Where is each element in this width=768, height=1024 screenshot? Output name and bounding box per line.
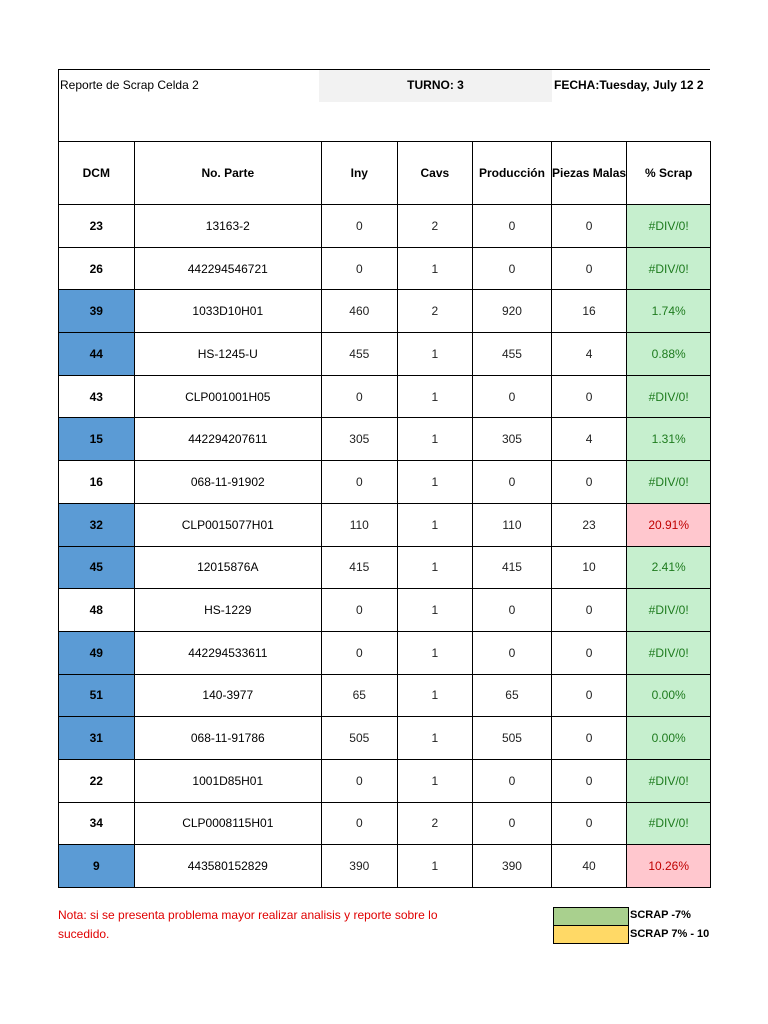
cell-piezas-malas[interactable]: 0 [551, 759, 627, 802]
cell-cavs[interactable]: 2 [397, 205, 473, 248]
cell-dcm[interactable]: 39 [59, 290, 135, 333]
cell-iny[interactable]: 0 [322, 375, 398, 418]
col-header-cavs[interactable]: Cavs [397, 142, 473, 205]
cell-no-parte[interactable]: 140-3977 [134, 674, 321, 717]
cell-produccion[interactable]: 415 [473, 546, 552, 589]
header-row [59, 142, 711, 205]
cell-iny[interactable]: 455 [322, 333, 398, 376]
cell-scrap[interactable]: #DIV/0! [627, 631, 711, 674]
cell-produccion[interactable]: 505 [473, 717, 552, 760]
cell-no-parte[interactable]: 442294207611 [134, 418, 321, 461]
cell-cavs[interactable]: 1 [397, 333, 473, 376]
table-row [59, 546, 711, 589]
cell-scrap[interactable]: 1.31% [627, 418, 711, 461]
col-header-dcm[interactable]: DCM [59, 142, 135, 205]
cell-piezas-malas[interactable]: 40 [551, 845, 627, 888]
cell-piezas-malas[interactable]: 0 [551, 674, 627, 717]
cell-produccion[interactable]: 0 [473, 631, 552, 674]
cell-scrap[interactable]: #DIV/0! [627, 759, 711, 802]
cell-piezas-malas[interactable]: 0 [551, 589, 627, 632]
cell-produccion[interactable]: 0 [473, 589, 552, 632]
cell-cavs[interactable]: 1 [397, 674, 473, 717]
cell-piezas-malas[interactable]: 16 [551, 290, 627, 333]
cell-iny[interactable]: 0 [322, 589, 398, 632]
cell-produccion[interactable]: 0 [473, 247, 552, 290]
col-header-parte[interactable]: No. Parte [134, 142, 321, 205]
cell-cavs[interactable]: 1 [397, 375, 473, 418]
cell-iny[interactable]: 110 [322, 503, 398, 546]
cell-cavs[interactable]: 2 [397, 290, 473, 333]
cell-scrap[interactable]: 1.74% [627, 290, 711, 333]
cell-dcm[interactable]: 22 [59, 759, 135, 802]
table-row [59, 418, 711, 461]
cell-no-parte[interactable]: 442294533611 [134, 631, 321, 674]
col-header-produccion[interactable]: Producción [473, 142, 552, 205]
cell-scrap[interactable]: #DIV/0! [627, 205, 711, 248]
table-row [59, 589, 711, 632]
cell-cavs[interactable]: 1 [397, 247, 473, 290]
cell-piezas-malas[interactable]: 0 [551, 631, 627, 674]
cell-iny[interactable]: 390 [322, 845, 398, 888]
cell-iny[interactable]: 505 [322, 717, 398, 760]
col-header-scrap[interactable]: % Scrap [627, 142, 711, 205]
cell-dcm[interactable]: 49 [59, 631, 135, 674]
cell-dcm[interactable]: 43 [59, 375, 135, 418]
table-row [59, 247, 711, 290]
cell-no-parte[interactable]: CLP0015077H01 [134, 503, 321, 546]
cell-produccion[interactable]: 390 [473, 845, 552, 888]
cell-scrap[interactable]: 0.88% [627, 333, 711, 376]
cell-piezas-malas[interactable]: 0 [551, 205, 627, 248]
cell-dcm[interactable]: 9 [59, 845, 135, 888]
legend-label-green: SCRAP -7% [630, 909, 691, 921]
cell-produccion[interactable]: 0 [473, 375, 552, 418]
cell-iny[interactable]: 65 [322, 674, 398, 717]
cell-dcm[interactable]: 26 [59, 247, 135, 290]
table-row [59, 845, 711, 888]
cell-cavs[interactable]: 1 [397, 461, 473, 504]
scrap-table [58, 141, 711, 888]
cell-iny[interactable]: 0 [322, 461, 398, 504]
cell-produccion[interactable]: 0 [473, 759, 552, 802]
cell-scrap[interactable]: #DIV/0! [627, 802, 711, 845]
cell-scrap[interactable]: #DIV/0! [627, 589, 711, 632]
cell-no-parte[interactable]: 068-11-91786 [134, 717, 321, 760]
table-row [59, 375, 711, 418]
note-text: Nota: si se presenta problema mayor realizar analisis y reporte sobre lo sucedido. [58, 908, 438, 941]
table-body [59, 205, 711, 888]
cell-iny[interactable]: 0 [322, 631, 398, 674]
cell-iny[interactable]: 0 [322, 247, 398, 290]
cell-cavs[interactable]: 1 [397, 845, 473, 888]
cell-dcm[interactable]: 16 [59, 461, 135, 504]
cell-piezas-malas[interactable]: 4 [551, 333, 627, 376]
cell-scrap[interactable]: 2.41% [627, 546, 711, 589]
legend-swatch-green [553, 907, 629, 926]
cell-piezas-malas[interactable]: 23 [551, 503, 627, 546]
table-row [59, 759, 711, 802]
cell-cavs[interactable]: 1 [397, 759, 473, 802]
cell-dcm[interactable]: 32 [59, 503, 135, 546]
cell-scrap[interactable]: 0.00% [627, 674, 711, 717]
col-header-iny[interactable]: Iny [322, 142, 398, 205]
header-left-border [58, 69, 59, 141]
fecha-label[interactable]: FECHA:Tuesday, July 12 2 [554, 78, 704, 92]
cell-scrap[interactable]: 20.91% [627, 503, 711, 546]
cell-no-parte[interactable]: 1001D85H01 [134, 759, 321, 802]
table-row [59, 290, 711, 333]
col-header-piezas-malas[interactable]: Piezas Malas [551, 142, 627, 205]
cell-no-parte[interactable]: 13163-2 [134, 205, 321, 248]
cell-scrap[interactable]: #DIV/0! [627, 375, 711, 418]
cell-produccion[interactable]: 110 [473, 503, 552, 546]
cell-iny[interactable]: 0 [322, 205, 398, 248]
legend-label-yellow: SCRAP 7% - 10 [630, 928, 710, 940]
cell-cavs[interactable]: 1 [397, 546, 473, 589]
cell-cavs[interactable]: 1 [397, 503, 473, 546]
cell-produccion[interactable]: 920 [473, 290, 552, 333]
cell-scrap[interactable]: 0.00% [627, 717, 711, 760]
table-row [59, 717, 711, 760]
cell-cavs[interactable]: 2 [397, 802, 473, 845]
cell-cavs[interactable]: 1 [397, 418, 473, 461]
cell-scrap[interactable]: #DIV/0! [627, 247, 711, 290]
cell-iny[interactable]: 460 [322, 290, 398, 333]
cell-produccion[interactable]: 305 [473, 418, 552, 461]
cell-no-parte[interactable]: CLP001001H05 [134, 375, 321, 418]
cell-no-parte[interactable]: HS-1245-U [134, 333, 321, 376]
cell-produccion[interactable]: 455 [473, 333, 552, 376]
cell-scrap[interactable]: #DIV/0! [627, 461, 711, 504]
cell-iny[interactable]: 305 [322, 418, 398, 461]
cell-produccion[interactable]: 0 [473, 205, 552, 248]
table-row [59, 674, 711, 717]
cell-dcm[interactable]: 34 [59, 802, 135, 845]
table-row [59, 631, 711, 674]
cell-no-parte[interactable]: 12015876A [134, 546, 321, 589]
table-row [59, 461, 711, 504]
cell-cavs[interactable]: 1 [397, 589, 473, 632]
legend-swatch-yellow [553, 925, 629, 944]
table-row [59, 205, 711, 248]
table-row [59, 503, 711, 546]
turno-label[interactable]: TURNO: 3 [407, 78, 464, 92]
cell-no-parte[interactable]: 068-11-91902 [134, 461, 321, 504]
cell-dcm[interactable]: 51 [59, 674, 135, 717]
table-row [59, 333, 711, 376]
cell-cavs[interactable]: 1 [397, 631, 473, 674]
cell-dcm[interactable]: 15 [59, 418, 135, 461]
cell-no-parte[interactable]: 1033D10H01 [134, 290, 321, 333]
cell-piezas-malas[interactable]: 0 [551, 717, 627, 760]
cell-piezas-malas[interactable]: 0 [551, 375, 627, 418]
cell-iny[interactable]: 0 [322, 759, 398, 802]
cell-dcm[interactable]: 48 [59, 589, 135, 632]
cell-no-parte[interactable]: HS-1229 [134, 589, 321, 632]
cell-no-parte[interactable]: CLP0008115H01 [134, 802, 321, 845]
cell-no-parte[interactable]: 442294546721 [134, 247, 321, 290]
cell-cavs[interactable]: 1 [397, 717, 473, 760]
cell-scrap[interactable]: 10.26% [627, 845, 711, 888]
cell-piezas-malas[interactable]: 10 [551, 546, 627, 589]
cell-produccion[interactable]: 0 [473, 461, 552, 504]
cell-no-parte[interactable]: 443580152829 [134, 845, 321, 888]
cell-dcm[interactable]: 44 [59, 333, 135, 376]
cell-produccion[interactable]: 65 [473, 674, 552, 717]
cell-piezas-malas[interactable]: 0 [551, 247, 627, 290]
table-row [59, 802, 711, 845]
cell-dcm[interactable]: 31 [59, 717, 135, 760]
cell-iny[interactable]: 0 [322, 802, 398, 845]
report-title[interactable]: Reporte de Scrap Celda 2 [60, 78, 199, 92]
table-header [59, 142, 711, 205]
cell-piezas-malas[interactable]: 4 [551, 418, 627, 461]
cell-piezas-malas[interactable]: 0 [551, 461, 627, 504]
cell-dcm[interactable]: 23 [59, 205, 135, 248]
cell-produccion[interactable]: 0 [473, 802, 552, 845]
cell-dcm[interactable]: 45 [59, 546, 135, 589]
cell-iny[interactable]: 415 [322, 546, 398, 589]
cell-piezas-malas[interactable]: 0 [551, 802, 627, 845]
